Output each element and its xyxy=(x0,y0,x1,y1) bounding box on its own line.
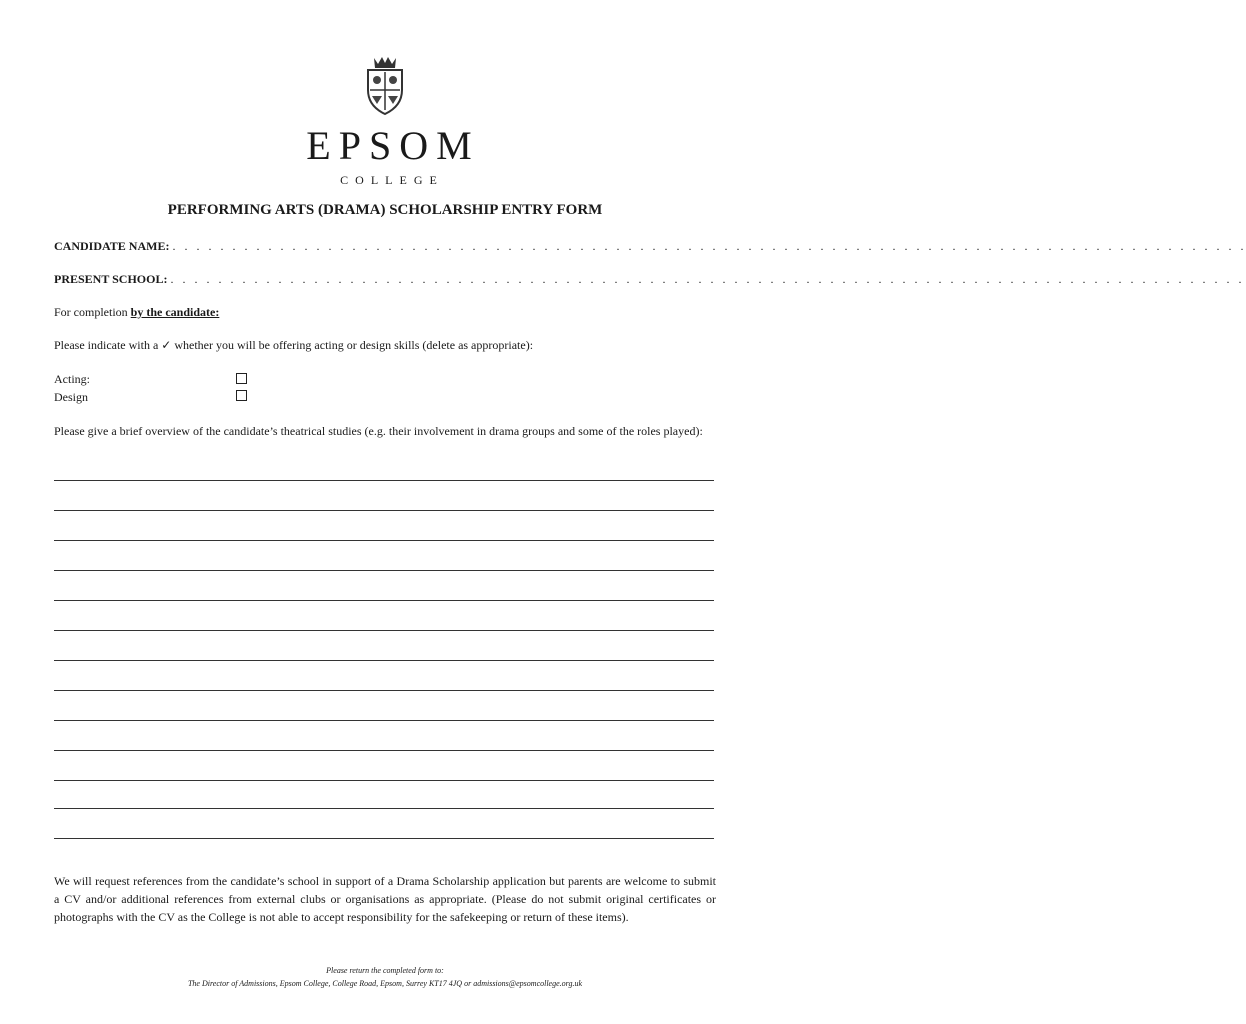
form-title: PERFORMING ARTS (DRAMA) SCHOLARSHIP ENTRY FORM xyxy=(167,202,603,218)
answer-line[interactable] xyxy=(54,750,714,751)
skills-prefix: Please indicate with a xyxy=(54,338,162,352)
option-acting-label: Acting: xyxy=(54,372,90,386)
skills-instruction xyxy=(54,338,533,353)
answer-line[interactable] xyxy=(54,720,714,721)
brand-name: EPSOM xyxy=(306,123,480,168)
references-note: We will request references from the candidate’s school in support of a Drama Scholarship application but parents are welcome to submit a CV and/or additional references from external clubs or organisations as appropriate. (Please do not submit original certificates or photographs with the CV as the College is not able to accept responsibility for the safekeeping or return of these items). xyxy=(54,874,716,924)
answer-line[interactable] xyxy=(54,480,714,481)
candidate-name-label: CANDIDATE NAME: xyxy=(54,239,170,253)
completion-instruction xyxy=(54,305,219,320)
brand-subtitle: COLLEGE xyxy=(340,173,444,187)
overview-prompt: Please give a brief overview of the candidate’s theatrical studies (e.g. their involvement in drama groups and some of the roles played): xyxy=(54,424,703,438)
answer-line[interactable] xyxy=(54,660,714,661)
acting-checkbox[interactable] xyxy=(236,373,247,384)
present-school-field[interactable] xyxy=(54,272,1245,287)
skills-suffix: whether you will be offering acting or design skills (delete as appropriate): xyxy=(171,338,534,352)
candidate-name-dots: . . . . . . . . . . . . . . . . . . . . . . . . . . . . . . . . . . . . . . . . . . . . . . . . . . . . . . . . . . . . . . . . . . . . . . . . . . . . . . . . . . . . . . . . . . xyxy=(172,239,1246,253)
return-address: The Director of Admissions, Epsom College, College Road, Epsom, Surrey KT17 4JQ or admissions@epsomcollege.org.uk xyxy=(187,979,583,988)
answer-line[interactable] xyxy=(54,540,714,541)
answer-line[interactable] xyxy=(54,780,714,781)
present-school-dots: . . . . . . . . . . . . . . . . . . . . . . . . . . . . . . . . . . . . . . . . . . . . . . . . . . . . . . . . . . . . . . . . . . . . . . . . . . . . . . . . . . . . . . . . . . xyxy=(170,272,1245,286)
answer-line[interactable] xyxy=(54,838,714,839)
answer-line[interactable] xyxy=(54,510,714,511)
completion-prefix: For completion xyxy=(54,305,131,319)
answer-line[interactable] xyxy=(54,690,714,691)
college-crest-logo xyxy=(362,52,408,116)
answer-line[interactable] xyxy=(54,570,714,571)
tick-icon: ✓ xyxy=(161,338,172,352)
answer-line[interactable] xyxy=(54,600,714,601)
candidate-name-field[interactable] xyxy=(54,239,1246,254)
present-school-label: PRESENT SCHOOL: xyxy=(54,272,168,286)
design-checkbox[interactable] xyxy=(236,390,247,401)
option-design-label: Design xyxy=(54,390,88,404)
answer-line[interactable] xyxy=(54,630,714,631)
answer-line[interactable] xyxy=(54,808,714,809)
return-instruction: Please return the completed form to: xyxy=(326,966,444,975)
completion-emphasis: by the candidate: xyxy=(130,305,220,319)
